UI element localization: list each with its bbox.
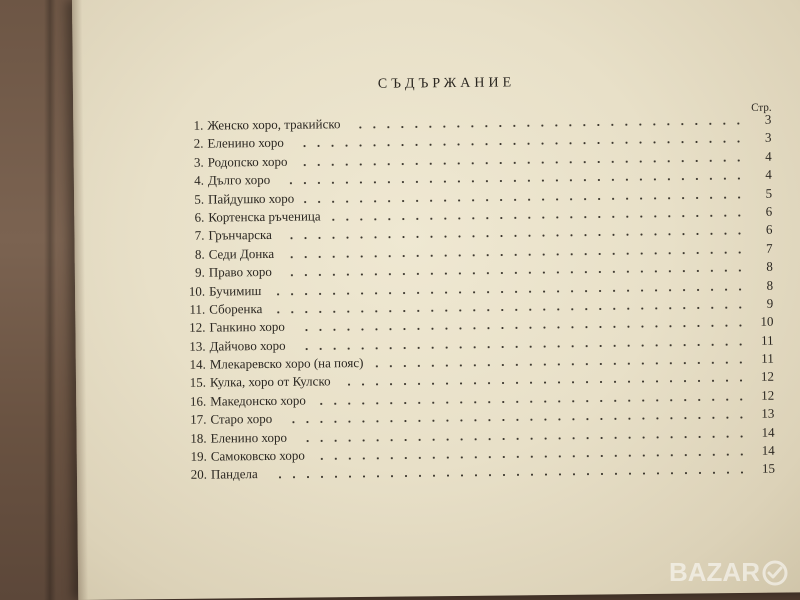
- toc-entry-page: 12: [760, 369, 775, 385]
- toc-entry-page: 14: [761, 442, 775, 458]
- toc-entry-number: 4.: [194, 172, 204, 188]
- toc-dot-leader: [282, 269, 747, 277]
- toc-entry-title: Пандела: [210, 466, 258, 482]
- toc-dot-leader: [271, 287, 747, 295]
- toc-entry-title: Женско хоро, тракийско: [207, 116, 341, 133]
- toc-entry-title: Млекаревско хоро (на пояс): [209, 355, 364, 372]
- toc-dot-leader: [315, 453, 749, 461]
- toc-dot-leader: [316, 398, 748, 406]
- toc-dot-leader: [350, 122, 745, 129]
- toc-entry-title: Седи Донка: [208, 245, 275, 262]
- toc-entry-number: 5.: [194, 191, 205, 207]
- toc-entry-title: Дълго хоро: [207, 172, 271, 188]
- toc-entry-number: 1.: [193, 117, 204, 133]
- toc-dot-leader: [282, 416, 748, 424]
- toc-entry-title: Право хоро: [208, 264, 272, 280]
- toc-entry-title: Дайчово хоро: [209, 337, 286, 354]
- toc-entry-page: 7: [766, 240, 773, 256]
- toc-dot-leader: [280, 177, 746, 185]
- toc-entry-page: 11: [760, 332, 774, 348]
- toc-entry-page: 9: [766, 295, 774, 311]
- toc-entry-number: 7.: [194, 227, 205, 244]
- toc-entry-title: Старо хоро: [210, 411, 273, 427]
- bazar-logo-icon: [762, 560, 788, 586]
- toc-entry-number: 9.: [195, 264, 205, 280]
- toc-entry-title: Самоковско хоро: [210, 447, 305, 464]
- toc-entry-title: Бучимиш: [208, 282, 262, 299]
- toc-entry-number: 6.: [194, 209, 205, 225]
- watermark: [669, 557, 788, 588]
- toc-dot-leader: [297, 435, 749, 443]
- toc-entry-number: 12.: [189, 319, 206, 336]
- toc-entry-page: 10: [760, 313, 774, 330]
- toc-entry-page: 12: [761, 387, 775, 403]
- toc-entry-page: 3: [764, 111, 772, 127]
- toc-entry-page: 15: [761, 461, 776, 477]
- toc-entry-title: Ганкино хоро: [209, 319, 285, 335]
- toc-entry-number: 14.: [189, 356, 206, 372]
- toc-entry-number: 15.: [189, 375, 207, 391]
- toc-entry-page: 6: [765, 222, 773, 238]
- toc-entry-number: 16.: [189, 393, 207, 409]
- toc-entry-page: 6: [765, 203, 773, 219]
- toc-entry-title: Пайдушко хоро: [208, 190, 295, 207]
- toc-entry-title: Кортенска ръченица: [208, 208, 321, 225]
- toc-entry-page: 3: [764, 130, 772, 146]
- toc-entry-page: 14: [761, 424, 775, 440]
- toc-dot-leader: [268, 471, 749, 479]
- toc-dot-leader: [330, 214, 746, 221]
- toc-entry-title: Еленино хоро: [210, 429, 287, 446]
- watermark-text: BAZAR: [669, 557, 760, 587]
- toc-entry-page: 4: [765, 148, 772, 164]
- toc-dot-leader: [298, 159, 746, 167]
- toc-entry-title: Кулка, хоро от Кулско: [209, 373, 331, 391]
- toc-dot-leader: [294, 324, 747, 332]
- toc-entry-number: 17.: [190, 411, 207, 428]
- toc-entry-number: 20.: [190, 467, 208, 483]
- toc-dot-leader: [374, 361, 748, 368]
- toc-entry-number: 13.: [189, 338, 206, 354]
- document-page: [72, 0, 800, 600]
- toc-dot-leader: [341, 379, 748, 386]
- toc-entry-page: 5: [765, 185, 773, 201]
- toc-dot-leader: [294, 140, 746, 148]
- toc-entry-number: 11.: [189, 301, 206, 317]
- toc-entry-number: 3.: [193, 154, 204, 170]
- toc-entry-page: 8: [766, 277, 774, 293]
- toc-entry-title: Родопско хоро: [207, 153, 288, 170]
- toc-entry-page: 8: [766, 258, 773, 274]
- toc-entry-number: 10.: [188, 283, 206, 299]
- page-column-label: Стр.: [751, 101, 772, 114]
- toc-dot-leader: [272, 306, 747, 314]
- toc-entry-page: 4: [765, 166, 772, 182]
- toc-entry-title: Македонско хоро: [210, 392, 306, 409]
- toc-entry-number: 19.: [190, 448, 207, 464]
- page-heading: СЪДЪРЖАНИЕ: [377, 75, 516, 92]
- toc-entry-title: Сборенка: [209, 300, 263, 317]
- toc-entry-title: Грънчарска: [208, 227, 272, 243]
- toc-entry-number: 8.: [194, 246, 205, 262]
- toc-dot-leader: [281, 232, 746, 240]
- toc-entry-page: 13: [761, 405, 775, 422]
- toc-dot-leader: [304, 196, 746, 204]
- toc-entry-title: Еленино хоро: [207, 135, 284, 151]
- toc-entry-number: 2.: [193, 136, 204, 152]
- table-of-contents: [177, 111, 775, 485]
- toc-entry-number: 18.: [190, 430, 207, 446]
- toc-dot-leader: [284, 251, 747, 259]
- toc-dot-leader: [296, 343, 748, 351]
- toc-entry-page: 11: [761, 350, 774, 366]
